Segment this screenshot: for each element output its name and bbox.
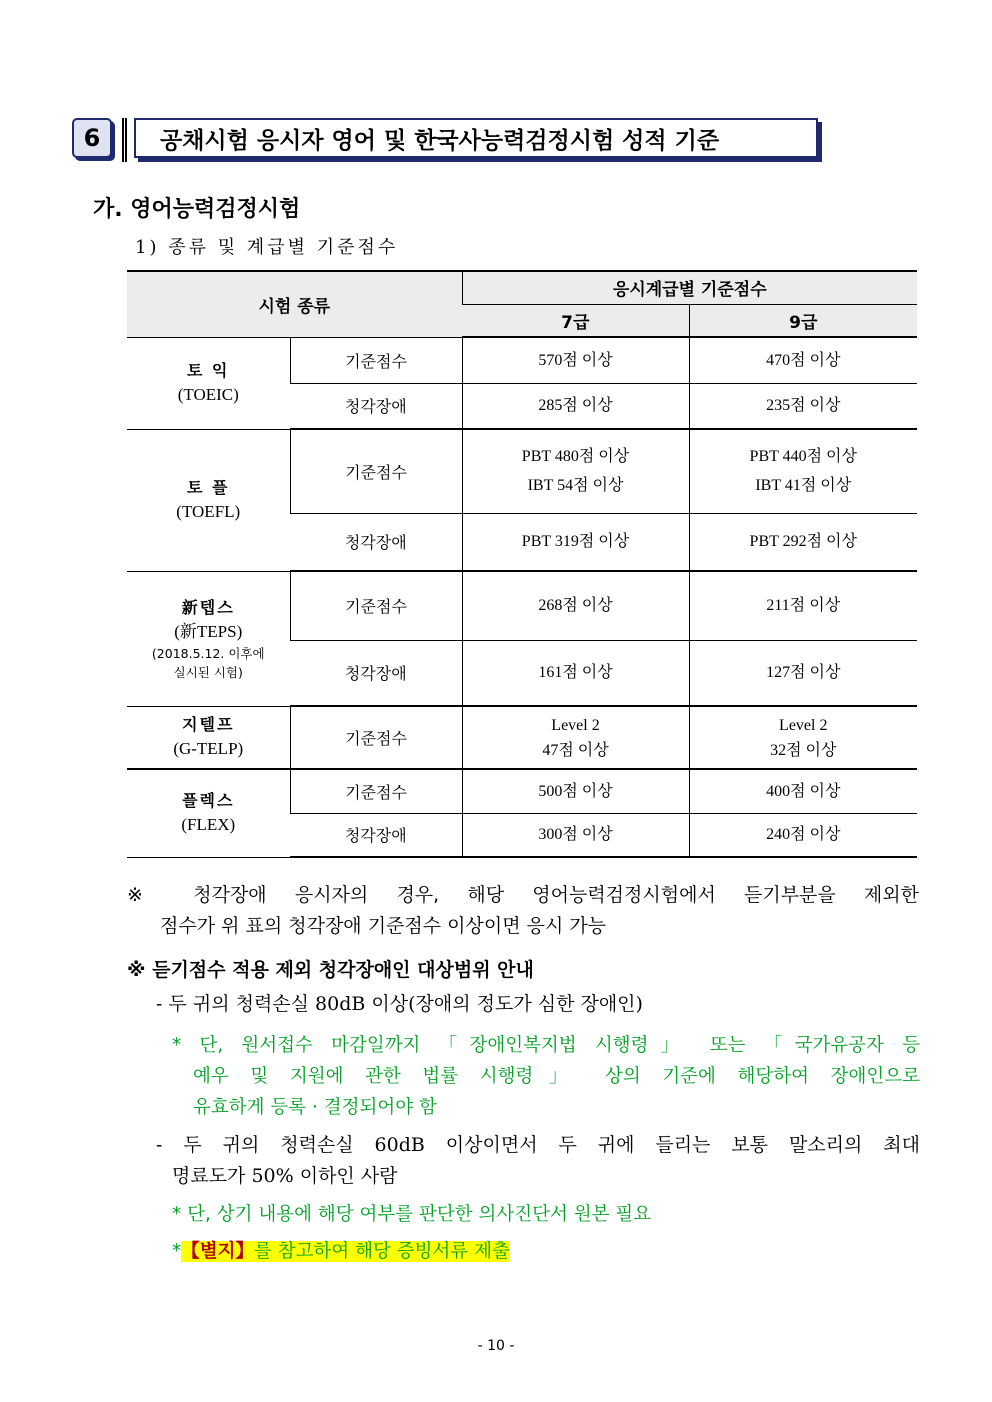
- score-type: 청각장애: [290, 640, 462, 706]
- green-note-line2: 예우 및 지원에 관한 법률 시행령」 상의 기준에 해당하여 장애인으로: [193, 1066, 920, 1087]
- exam-name-toeic: [127, 337, 290, 429]
- score-type: 청각장애: [290, 513, 462, 571]
- green-note-line1: * 단, 원서접수 마감일까지 「장애인복지법 시행령」 또는 「국가유공자 등: [172, 1035, 920, 1056]
- score-type: 기준점수: [290, 429, 462, 513]
- subheading: 가. 영어능력검정시험: [93, 197, 301, 222]
- green-note-line3: 유효하게 등록 · 결정되어야 함: [193, 1097, 437, 1118]
- score-line: 47점 이상: [542, 741, 609, 759]
- score-line: Level 2: [779, 716, 828, 734]
- grade9-score: 235점 이상: [689, 383, 917, 429]
- grade9-score: PBT 292점 이상: [689, 513, 917, 571]
- score-type: 기준점수: [290, 571, 462, 640]
- score-type: 청각장애: [290, 813, 462, 857]
- exam-english-name: (TOEIC): [177, 385, 239, 404]
- section-title: 공채시험 응시자 영어 및 한국사능력검정시험 성적 기준: [134, 118, 818, 158]
- exam-korean-name: 플렉스: [182, 791, 235, 811]
- exam-korean-name: 토 익: [187, 361, 230, 380]
- score-type: 청각장애: [290, 383, 462, 429]
- table-row: [127, 706, 917, 769]
- grade7-score: 570점 이상: [462, 337, 689, 383]
- score-line: 32점 이상: [770, 741, 837, 759]
- grade9-score: [689, 429, 917, 513]
- table-row: [127, 429, 917, 513]
- exam-english-name: (G-TELP): [173, 739, 244, 759]
- score-type: 기준점수: [290, 337, 462, 383]
- grade7-score: 268점 이상: [462, 571, 689, 640]
- exam-note: (2018.5.12. 이후에: [151, 645, 265, 661]
- grade9-score: 127점 이상: [689, 640, 917, 706]
- page-number: - 10 -: [477, 1338, 515, 1354]
- score-line: PBT 440점 이상: [749, 448, 857, 466]
- grade7-score: PBT 319점 이상: [462, 513, 689, 571]
- score-line: Level 2: [551, 716, 600, 734]
- score-table: [127, 270, 917, 858]
- exam-korean-name: 토 플: [187, 478, 230, 497]
- header-grade-7: 7급: [462, 304, 689, 337]
- exam-name-teps: [127, 571, 290, 706]
- grade9-score: 470점 이상: [689, 337, 917, 383]
- score-type: 기준점수: [290, 706, 462, 769]
- section-divider: [122, 118, 127, 162]
- score-type: 기준점수: [290, 769, 462, 813]
- grade9-score: 400점 이상: [689, 769, 917, 813]
- header-score-group: 응시계급별 기준점수: [462, 271, 917, 304]
- exam-name-gtelp: [127, 706, 290, 769]
- note-scope-heading: ※ 듣기점수 적용 제외 청각장애인 대상범위 안내: [127, 959, 534, 981]
- note-hearing-impaired-line2: 점수가 위 표의 청각장애 기준점수 이상이면 응시 가능: [160, 915, 607, 937]
- grade9-score: 240점 이상: [689, 813, 917, 857]
- header-grade-9: 9급: [689, 304, 917, 337]
- grade9-score: [689, 706, 917, 769]
- score-line: PBT 480점 이상: [521, 448, 630, 466]
- criterion-60db-line1: - 두 귀의 청력손실 60dB 이상이면서 두 귀에 들리는 보통 말소리의 최대: [156, 1134, 920, 1156]
- grade7-score: 161점 이상: [462, 640, 689, 706]
- score-line: IBT 54점 이상: [527, 477, 624, 495]
- note-hearing-impaired-line1: ※ 청각장애 응시자의 경우, 해당 영어능력검정시험에서 듣기부분을 제외한: [127, 884, 919, 906]
- exam-note: 실시된 시험): [173, 664, 243, 680]
- appendix-label: 【별지】: [181, 1241, 254, 1262]
- exam-english-name: (TOEFL): [176, 502, 241, 521]
- grade7-score: 300점 이상: [462, 813, 689, 857]
- table-row: [127, 571, 917, 640]
- grade7-score: [462, 429, 689, 513]
- green-note-appendix: [172, 1236, 510, 1267]
- table-row: [127, 337, 917, 383]
- exam-korean-name: 지텔프: [182, 715, 235, 735]
- grade7-score: 500점 이상: [462, 769, 689, 813]
- exam-korean-name: 新텝스: [181, 597, 235, 617]
- criterion-60db-line2: 명료도가 50% 이하인 사람: [172, 1165, 398, 1187]
- green-note-diagnosis: * 단, 상기 내용에 해당 여부를 판단한 의사진단서 원본 필요: [172, 1204, 652, 1225]
- table-row: [127, 769, 917, 813]
- exam-name-flex: [127, 769, 290, 857]
- exam-name-toefl: [127, 429, 290, 571]
- grade7-score: [462, 706, 689, 769]
- grade9-score: 211점 이상: [689, 571, 917, 640]
- criterion-80db: - 두 귀의 청력손실 80dB 이상(장애의 정도가 심한 장애인): [156, 993, 643, 1015]
- appendix-text: 를 참고하여 해당 증빙서류 제출: [254, 1241, 510, 1262]
- exam-english-name: (FLEX): [181, 815, 236, 835]
- section-number-badge: 6: [72, 118, 112, 158]
- exam-english-name: (新TEPS): [174, 621, 243, 641]
- score-line: IBT 41점 이상: [755, 477, 852, 495]
- header-exam-type: 시험 종류: [127, 271, 462, 337]
- asterisk: *: [172, 1241, 182, 1262]
- sub-subheading: 1) 종류 및 계급별 기준점수: [135, 237, 399, 258]
- grade7-score: 285점 이상: [462, 383, 689, 429]
